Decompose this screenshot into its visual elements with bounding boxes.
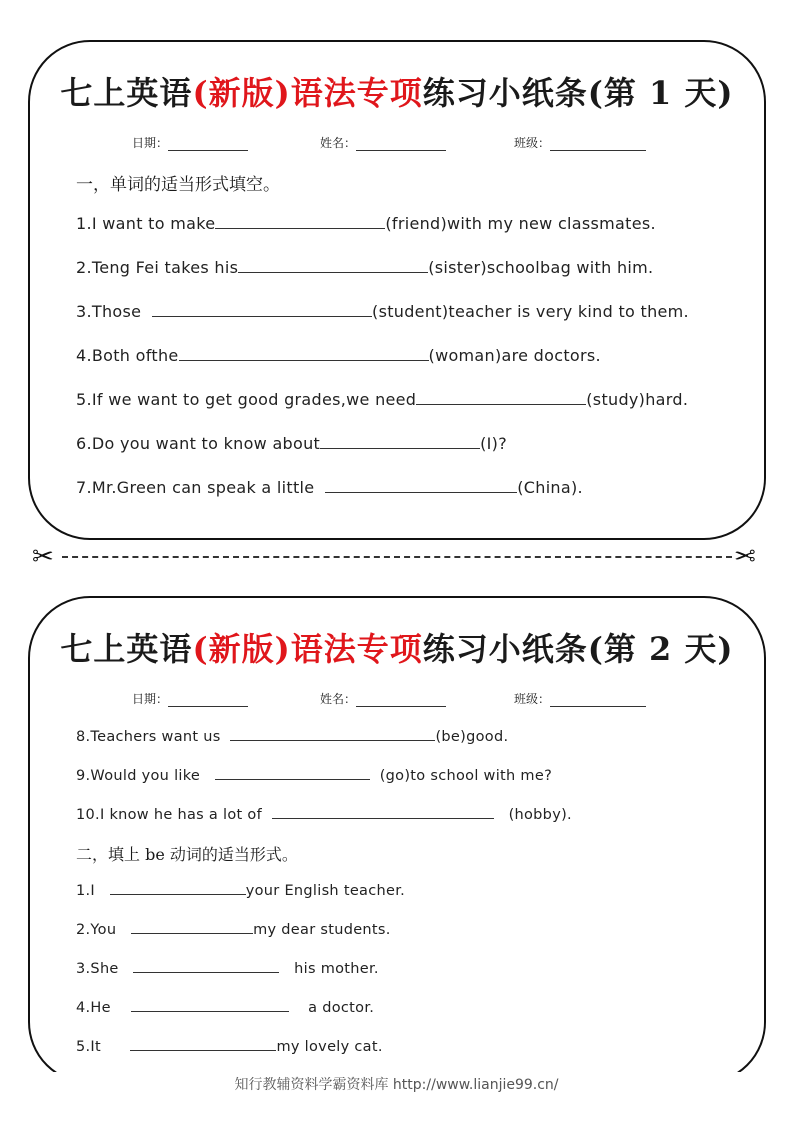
question-row [76, 726, 508, 745]
date-field[interactable] [132, 690, 248, 707]
question-hint: (student)teacher is very kind to them. [372, 302, 689, 321]
question-row [76, 765, 552, 784]
question-row [76, 958, 379, 977]
question-row [76, 302, 689, 321]
class-field[interactable] [514, 690, 646, 707]
question-row [76, 346, 601, 365]
class-label: 班级： [514, 692, 551, 706]
question-prompt: 4.Both ofthe [76, 346, 179, 365]
question-hint: his mother. [294, 961, 379, 977]
question-prompt: 1.I [76, 883, 96, 899]
question-prompt: 4.He [76, 1000, 111, 1016]
title-part2: 练习小纸条(第 1 天) [422, 74, 734, 112]
name-field[interactable] [320, 134, 446, 151]
question-hint: (study)hard. [586, 390, 689, 409]
title-part1: 七上英语 [60, 630, 193, 668]
question-hint: (friend)with my new classmates. [385, 214, 656, 233]
question-hint: my lovely cat. [276, 1039, 383, 1055]
question-row [76, 478, 583, 497]
question-prompt: 6.Do you want to know about [76, 434, 321, 453]
title-part1: 七上英语 [60, 74, 193, 112]
question-prompt: 8.Teachers want us [76, 729, 221, 745]
question-row [76, 997, 374, 1016]
section-heading: 一，单词的适当形式填空。 [76, 175, 280, 195]
question-row [76, 390, 688, 409]
answer-blank[interactable] [416, 390, 586, 405]
question-row [76, 1036, 383, 1055]
question-prompt: 3.Those [76, 302, 142, 321]
answer-blank[interactable] [133, 958, 279, 973]
answer-blank[interactable] [238, 258, 428, 273]
question-hint: (sister)schoolbag with him. [428, 258, 654, 277]
question-row [76, 258, 653, 277]
answer-blank[interactable] [272, 804, 494, 819]
question-prompt: 2.You [76, 922, 117, 938]
page-title [30, 624, 764, 670]
question-hint: (go)to school with me? [379, 768, 553, 784]
scissors-icon: ✂ [734, 542, 756, 572]
question-hint: a doctor. [308, 1000, 375, 1016]
answer-blank[interactable] [179, 346, 429, 361]
title-highlight: (新版)语法专项 [192, 630, 423, 668]
name-label: 姓名： [320, 692, 357, 706]
page-title [30, 68, 764, 114]
date-label: 日期： [132, 136, 169, 150]
answer-blank[interactable] [152, 302, 372, 317]
question-hint: your English teacher. [245, 883, 406, 899]
worksheet-card-day1 [28, 40, 766, 540]
answer-blank[interactable] [110, 880, 246, 895]
question-prompt: 2.Teng Fei takes his [76, 258, 239, 277]
answer-blank[interactable] [130, 1036, 276, 1051]
question-row [76, 804, 572, 823]
footer-watermark: 知行教辅资料学霸资料库 http://www.lianjie99.cn/ [0, 1072, 793, 1096]
question-hint: (hobby). [508, 807, 572, 823]
scissors-icon: ✂ [32, 542, 54, 572]
question-row [76, 434, 507, 453]
name-label: 姓名： [320, 136, 357, 150]
date-label: 日期： [132, 692, 169, 706]
name-field[interactable] [320, 690, 446, 707]
question-hint: (be)good. [435, 729, 509, 745]
question-prompt: 9.Would you like [76, 768, 201, 784]
class-label: 班级： [514, 136, 551, 150]
question-row [76, 880, 405, 899]
answer-blank[interactable] [320, 434, 480, 449]
title-highlight: (新版)语法专项 [192, 74, 423, 112]
question-prompt: 10.I know he has a lot of [76, 807, 262, 823]
question-prompt: 5.It [76, 1039, 101, 1055]
question-hint: (woman)are doctors. [428, 346, 601, 365]
section-heading: 二，填上 be 动词的适当形式。 [76, 845, 298, 864]
cut-line [62, 556, 732, 558]
question-hint: (I)? [480, 434, 508, 453]
answer-blank[interactable] [215, 214, 385, 229]
date-field[interactable] [132, 134, 248, 151]
question-row [76, 214, 656, 233]
question-row [76, 919, 391, 938]
answer-blank[interactable] [325, 478, 517, 493]
class-field[interactable] [514, 134, 646, 151]
question-hint: (China). [517, 478, 583, 497]
question-prompt: 3.She [76, 961, 119, 977]
answer-blank[interactable] [131, 919, 253, 934]
answer-blank[interactable] [230, 726, 435, 741]
answer-blank[interactable] [215, 765, 370, 780]
question-prompt: 7.Mr.Green can speak a little [76, 478, 315, 497]
question-hint: my dear students. [253, 922, 391, 938]
answer-blank[interactable] [131, 997, 289, 1012]
worksheet-card-day2 [28, 596, 766, 1084]
question-prompt: 5.If we want to get good grades,we need [76, 390, 417, 409]
question-prompt: 1.I want to make [76, 214, 216, 233]
title-part2: 练习小纸条(第 2 天) [422, 630, 734, 668]
